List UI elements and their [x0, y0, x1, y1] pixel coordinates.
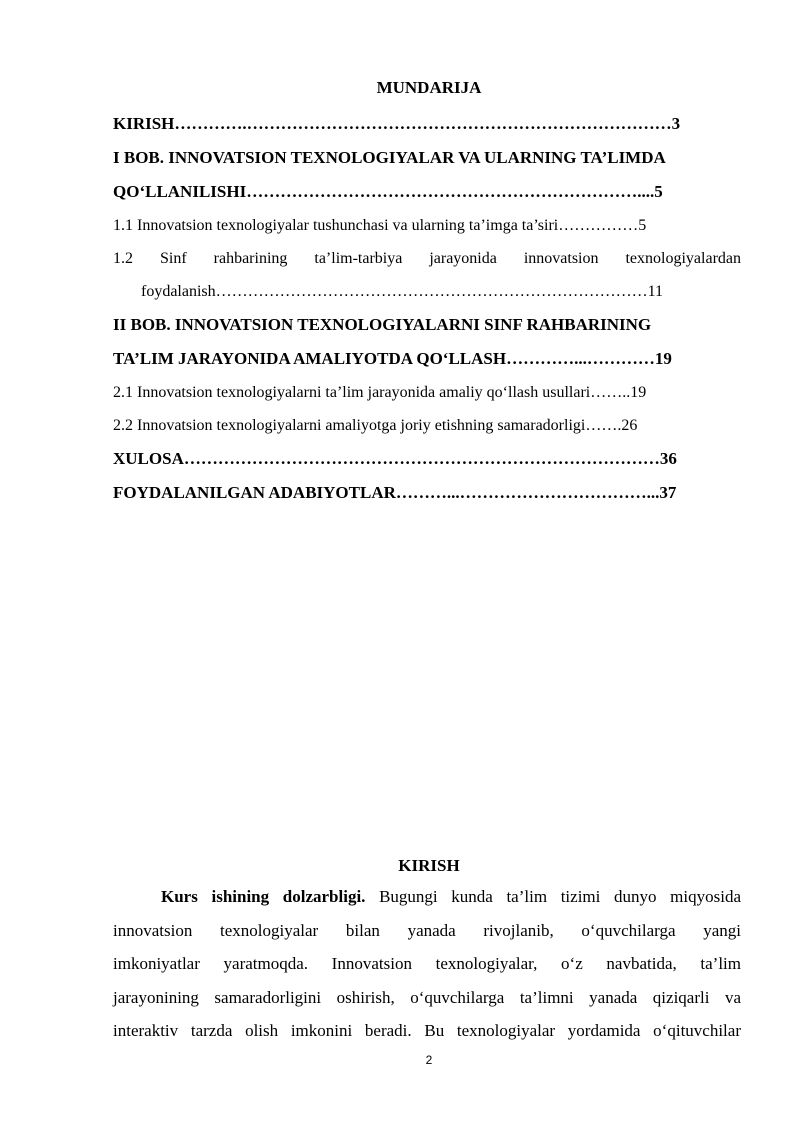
toc-entry-chapter-1-title: I BOB. INNOVATSION TEXNOLOGIYALAR VA ULARNING TA’LIMDA [113, 148, 666, 167]
toc-entry-section-2-1: 2.1 Innovatsion texnologiyalarni ta’lim jarayonida amaliy qo‘llash usullari……..19 [113, 384, 647, 401]
toc-entry-section-1-2-cont: foydalanish………………………………………………………………………11 [141, 283, 664, 300]
intro-heading: KIRISH [398, 856, 460, 875]
toc-entry-section-1-1: 1.1 Innovatsion texnologiyalar tushunchasi va ularning ta’imga ta’siri……………5 [113, 217, 647, 234]
toc-title: MUNDARIJA [376, 78, 482, 97]
intro-paragraph [113, 880, 741, 1048]
toc-entry-kirish: KIRISH………….…………………………………………………………………3 [113, 114, 681, 133]
lead-phrase: Kurs ishining dolzarbligi. [161, 887, 366, 906]
toc-entry-chapter-2-title-cont: TA’LIM JARAYONIDA AMALIYOTDA QO‘LLASH…………...…………19 [113, 349, 672, 368]
table-of-contents [113, 107, 741, 510]
paragraph-text: Bugungi kunda ta’lim tizimi dunyo miqyosida [365, 887, 741, 906]
toc-entry-section-2-2: 2.2 Innovatsion texnologiyalarni amaliyotga joriy etishning samaradorligi…….26 [113, 417, 638, 434]
page-number: 2 [425, 1053, 433, 1067]
paragraph-line: imkoniyatlar yaratmoqda. Innovatsion texnologiyalar, o‘z navbatida, ta’lim [113, 954, 741, 973]
paragraph-line: innovatsion texnologiyalar bilan yanada rivojlanib, o‘quvchilarga yangi [113, 920, 741, 940]
paragraph-line: interaktiv tarzda olish imkonini beradi. Bu texnologiyalar yordamida o‘qituvchilar [113, 1021, 741, 1040]
toc-entry-xulosa: XULOSA…………………………………………………………………………36 [113, 449, 677, 468]
paragraph-line [113, 880, 741, 914]
paragraph-line: jarayonining samaradorligini oshirish, o‘quvchilarga ta’limni yanada qiziqarli va [113, 987, 741, 1007]
toc-entry-section-1-2: 1.2 Sinf rahbarining ta’lim-tarbiya jarayonida innovatsion texnologiyalardan [113, 250, 741, 267]
toc-entry-adabiyotlar: FOYDALANILGAN ADABIYOTLAR………...……………………………...37 [113, 483, 677, 502]
toc-entry-chapter-1-title-cont: QO‘LLANILISHI……………………………………………………………....5 [113, 182, 663, 201]
toc-entry-chapter-2-title: II BOB. INNOVATSION TEXNOLOGIYALARNI SINF RAHBARINING [113, 315, 652, 334]
